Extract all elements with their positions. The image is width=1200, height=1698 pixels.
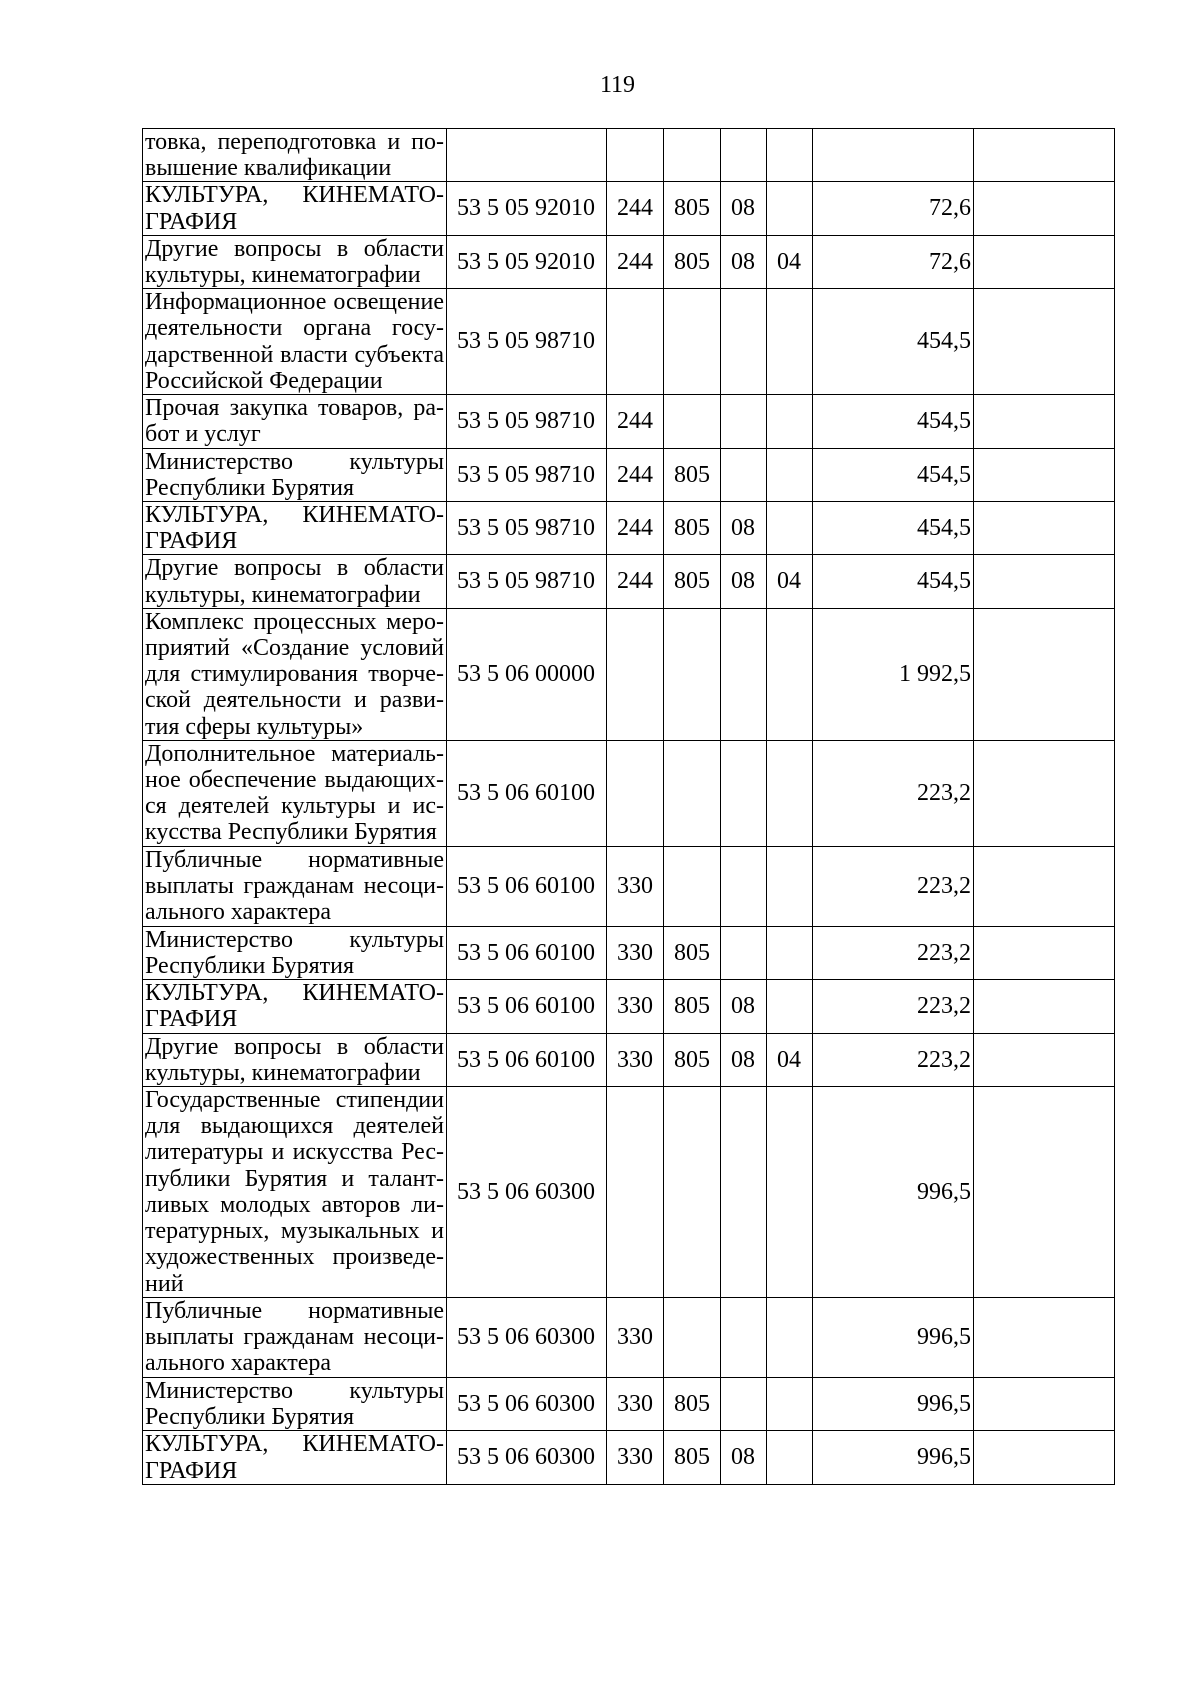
- ministry-code-cell: [664, 289, 721, 395]
- section-cell: [721, 129, 767, 182]
- section-cell: 08: [721, 235, 767, 288]
- page-number: 119: [599, 72, 636, 98]
- ministry-code-cell: 805: [664, 448, 721, 501]
- ministry-code-cell: 805: [664, 182, 721, 235]
- table-row: [143, 235, 1115, 288]
- row-name-cell: КУЛЬТУРА, КИНЕМАТОГРАФИЯ: [143, 182, 447, 235]
- row-name-cell: КУЛЬТУРА, КИНЕМАТОГРАФИЯ: [143, 502, 447, 555]
- ministry-code-cell: 805: [664, 1033, 721, 1086]
- table-row: [143, 395, 1115, 448]
- section-cell: [721, 395, 767, 448]
- row-name-cell: Министерство культуры Республики Бурятия: [143, 448, 447, 501]
- ministry-code-cell: [664, 1087, 721, 1298]
- section-cell: 08: [721, 1431, 767, 1484]
- ministry-code-cell: 805: [664, 926, 721, 979]
- blank-cell: [974, 926, 1115, 979]
- table-row: [143, 1298, 1115, 1378]
- target-code-cell: 53 5 06 60100: [447, 740, 607, 846]
- section-cell: [721, 289, 767, 395]
- row-name-cell: КУЛЬТУРА, КИНЕМАТОГРАФИЯ: [143, 980, 447, 1033]
- section-cell: 08: [721, 980, 767, 1033]
- target-code-cell: 53 5 06 60100: [447, 926, 607, 979]
- section-cell: [721, 448, 767, 501]
- blank-cell: [974, 1087, 1115, 1298]
- section-cell: [721, 1298, 767, 1378]
- target-code-cell: 53 5 06 60300: [447, 1378, 607, 1431]
- table-row: [143, 502, 1115, 555]
- subsection-cell: 04: [767, 235, 813, 288]
- subsection-cell: [767, 740, 813, 846]
- subsection-cell: [767, 182, 813, 235]
- expense-type-cell: 244: [607, 502, 664, 555]
- amount-cell: 72,6: [813, 182, 974, 235]
- amount-cell: [813, 129, 974, 182]
- expense-type-cell: [607, 289, 664, 395]
- table-row: [143, 1087, 1115, 1298]
- target-code-cell: 53 5 06 60300: [447, 1431, 607, 1484]
- ministry-code-cell: 805: [664, 1378, 721, 1431]
- table-row: [143, 1431, 1115, 1484]
- table-body: [143, 129, 1115, 1485]
- row-name-cell: Прочая закупка товаров, работ и услуг: [143, 395, 447, 448]
- amount-cell: 454,5: [813, 395, 974, 448]
- row-name-cell: Другие вопросы в области культуры, кинематографии: [143, 235, 447, 288]
- blank-cell: [974, 1033, 1115, 1086]
- table-row: [143, 289, 1115, 395]
- section-cell: [721, 740, 767, 846]
- blank-cell: [974, 1378, 1115, 1431]
- subsection-cell: 04: [767, 1033, 813, 1086]
- ministry-code-cell: 805: [664, 235, 721, 288]
- ministry-code-cell: [664, 740, 721, 846]
- target-code-cell: 53 5 05 98710: [447, 448, 607, 501]
- amount-cell: 454,5: [813, 448, 974, 501]
- amount-cell: 454,5: [813, 502, 974, 555]
- target-code-cell: 53 5 06 60300: [447, 1298, 607, 1378]
- subsection-cell: [767, 448, 813, 501]
- blank-cell: [974, 1431, 1115, 1484]
- amount-cell: 996,5: [813, 1087, 974, 1298]
- ministry-code-cell: [664, 608, 721, 740]
- subsection-cell: [767, 1087, 813, 1298]
- expense-type-cell: 330: [607, 1378, 664, 1431]
- expense-type-cell: [607, 740, 664, 846]
- blank-cell: [974, 555, 1115, 608]
- row-name-cell: КУЛЬТУРА, КИНЕМАТОГРАФИЯ: [143, 1431, 447, 1484]
- expense-type-cell: 244: [607, 448, 664, 501]
- target-code-cell: 53 5 05 98710: [447, 395, 607, 448]
- row-name-cell: Другие вопросы в области культуры, кинематографии: [143, 555, 447, 608]
- expense-type-cell: 244: [607, 395, 664, 448]
- target-code-cell: 53 5 05 98710: [447, 502, 607, 555]
- amount-cell: 223,2: [813, 740, 974, 846]
- expense-type-cell: 244: [607, 555, 664, 608]
- ministry-code-cell: [664, 395, 721, 448]
- table-row: [143, 129, 1115, 182]
- row-name-cell: Публичные нормативные выплаты гражданам несоциального характера: [143, 1298, 447, 1378]
- blank-cell: [974, 740, 1115, 846]
- ministry-code-cell: [664, 846, 721, 926]
- table-row: [143, 448, 1115, 501]
- expense-type-cell: [607, 129, 664, 182]
- expense-type-cell: 330: [607, 846, 664, 926]
- section-cell: [721, 846, 767, 926]
- row-name-cell: товка, переподготовка и повышение квалификации: [143, 129, 447, 182]
- amount-cell: 223,2: [813, 980, 974, 1033]
- section-cell: [721, 1087, 767, 1298]
- blank-cell: [974, 608, 1115, 740]
- expense-type-cell: 330: [607, 1298, 664, 1378]
- blank-cell: [974, 395, 1115, 448]
- blank-cell: [974, 980, 1115, 1033]
- section-cell: [721, 926, 767, 979]
- blank-cell: [974, 846, 1115, 926]
- table-row: [143, 608, 1115, 740]
- target-code-cell: 53 5 06 00000: [447, 608, 607, 740]
- section-cell: 08: [721, 182, 767, 235]
- row-name-cell: Государственные стипендии для выдающихся деятелей литературы и искусства Республики Бурятия и талантливых молодых авторов литературных, музыкальных и художественных произведений: [143, 1087, 447, 1298]
- subsection-cell: [767, 608, 813, 740]
- subsection-cell: [767, 926, 813, 979]
- section-cell: 08: [721, 1033, 767, 1086]
- table-row: [143, 1378, 1115, 1431]
- table-row: [143, 846, 1115, 926]
- target-code-cell: 53 5 06 60300: [447, 1087, 607, 1298]
- expense-type-cell: 244: [607, 235, 664, 288]
- section-cell: [721, 1378, 767, 1431]
- amount-cell: 454,5: [813, 289, 974, 395]
- row-name-cell: Публичные нормативные выплаты гражданам несоциального характера: [143, 846, 447, 926]
- subsection-cell: [767, 846, 813, 926]
- subsection-cell: [767, 1378, 813, 1431]
- row-name-cell: Министерство культуры Республики Бурятия: [143, 926, 447, 979]
- amount-cell: 223,2: [813, 926, 974, 979]
- target-code-cell: [447, 129, 607, 182]
- row-name-cell: Другие вопросы в области культуры, кинематографии: [143, 1033, 447, 1086]
- table-row: [143, 980, 1115, 1033]
- subsection-cell: [767, 1431, 813, 1484]
- amount-cell: 996,5: [813, 1378, 974, 1431]
- table-row: [143, 1033, 1115, 1086]
- target-code-cell: 53 5 06 60100: [447, 1033, 607, 1086]
- target-code-cell: 53 5 05 98710: [447, 555, 607, 608]
- table-row: [143, 182, 1115, 235]
- ministry-code-cell: 805: [664, 502, 721, 555]
- ministry-code-cell: [664, 129, 721, 182]
- subsection-cell: [767, 395, 813, 448]
- subsection-cell: [767, 980, 813, 1033]
- blank-cell: [974, 502, 1115, 555]
- subsection-cell: [767, 502, 813, 555]
- amount-cell: 223,2: [813, 1033, 974, 1086]
- subsection-cell: [767, 289, 813, 395]
- subsection-cell: [767, 129, 813, 182]
- blank-cell: [974, 182, 1115, 235]
- section-cell: 08: [721, 555, 767, 608]
- ministry-code-cell: [664, 1298, 721, 1378]
- row-name-cell: Дополнительное материальное обеспечение выдающихся деятелей культуры и искусства Республики Бурятия: [143, 740, 447, 846]
- section-cell: [721, 608, 767, 740]
- blank-cell: [974, 448, 1115, 501]
- target-code-cell: 53 5 06 60100: [447, 980, 607, 1033]
- amount-cell: 223,2: [813, 846, 974, 926]
- table-row: [143, 740, 1115, 846]
- expense-type-cell: 330: [607, 926, 664, 979]
- row-name-cell: Министерство культуры Республики Бурятия: [143, 1378, 447, 1431]
- row-name-cell: Информационное освещение деятельности органа государственной власти субъекта Российской Федерации: [143, 289, 447, 395]
- table-row: [143, 555, 1115, 608]
- row-name-cell: Комплекс процессных мероприятий «Создание условий для стимулирования творческой деятельности и развития сферы культуры»: [143, 608, 447, 740]
- expense-type-cell: 330: [607, 980, 664, 1033]
- blank-cell: [974, 289, 1115, 395]
- target-code-cell: 53 5 05 98710: [447, 289, 607, 395]
- expense-type-cell: [607, 1087, 664, 1298]
- blank-cell: [974, 129, 1115, 182]
- table-row: [143, 926, 1115, 979]
- amount-cell: 72,6: [813, 235, 974, 288]
- amount-cell: 996,5: [813, 1298, 974, 1378]
- expense-type-cell: 330: [607, 1431, 664, 1484]
- blank-cell: [974, 235, 1115, 288]
- target-code-cell: 53 5 05 92010: [447, 182, 607, 235]
- expense-type-cell: 330: [607, 1033, 664, 1086]
- amount-cell: 996,5: [813, 1431, 974, 1484]
- section-cell: 08: [721, 502, 767, 555]
- ministry-code-cell: 805: [664, 980, 721, 1033]
- amount-cell: 454,5: [813, 555, 974, 608]
- expense-type-cell: [607, 608, 664, 740]
- expense-type-cell: 244: [607, 182, 664, 235]
- amount-cell: 1 992,5: [813, 608, 974, 740]
- subsection-cell: [767, 1298, 813, 1378]
- target-code-cell: 53 5 05 92010: [447, 235, 607, 288]
- blank-cell: [974, 1298, 1115, 1378]
- ministry-code-cell: 805: [664, 1431, 721, 1484]
- target-code-cell: 53 5 06 60100: [447, 846, 607, 926]
- subsection-cell: 04: [767, 555, 813, 608]
- budget-table: [142, 128, 1115, 1485]
- ministry-code-cell: 805: [664, 555, 721, 608]
